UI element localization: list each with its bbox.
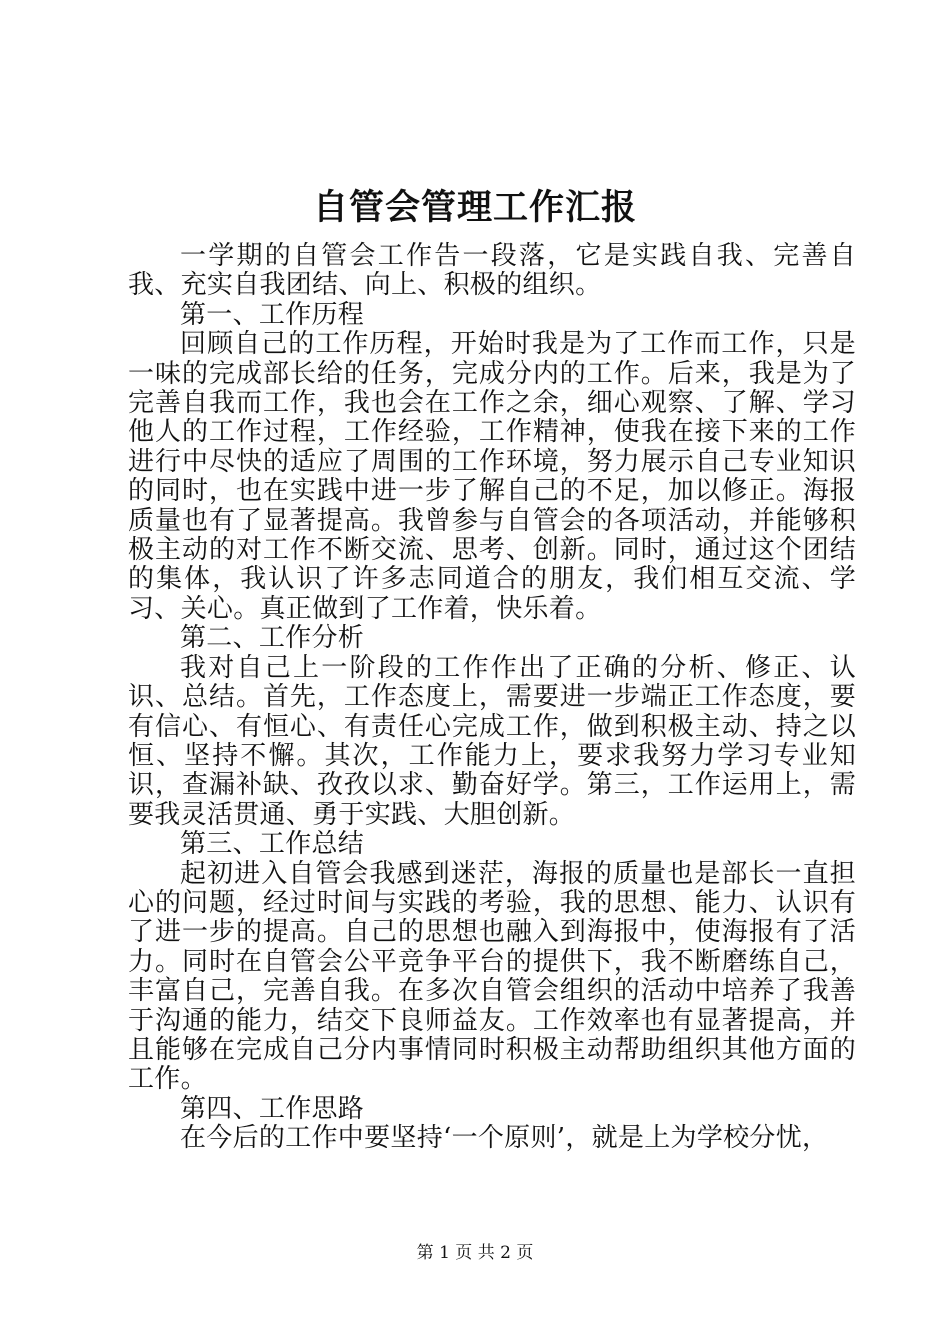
section-heading-3: 第三、工作总结 <box>180 829 365 860</box>
section-heading-2: 第二、工作分析 <box>180 623 365 654</box>
paragraph-work-history: 回顾自己的工作历程，开始时我是为了工作而工作，只是一味的完成部长给的任务，完成分内的工作。后来，我是为了完善自我而工作，我也会在工作之余，细心观察、了解、学习他人的工作过程，工作经验，工作精神，使我在接下来的工作进行中尽快的适应了周围的工作环境，努力展示自己专业知识的同时，也在实践中进一步了解自己的不足，加以修正。海报质量也有了显著提高。我曾参与自管会的各项活动，并能够积极主动的对工作不断交流、思考、创新。同时，通过这个团结的集体，我认识了许多志同道合的朋友，我们相互交流、学习、关心。真正做到了工作着，快乐着。 <box>128 329 856 624</box>
paragraph-intro: 一学期的自管会工作告一段落，它是实践自我、完善自我、充实自我团结、向上、积极的组织。 <box>128 241 856 301</box>
section-heading-4: 第四、工作思路 <box>180 1093 365 1124</box>
document-title: 自管会管理工作汇报 <box>312 187 637 228</box>
paragraph-work-analysis: 我对自己上一阶段的工作作出了正确的分析、修正、认识、总结。首先，工作态度上，需要进一步端正工作态度，要有信心、有恒心、有责任心完成工作，做到积极主动、持之以恒、坚持不懈。其次，工作能力上，要求我努力学习专业知识，查漏补缺、孜孜以求、勤奋好学。第三，工作运用上，需要我灵活贯通、勇于实践、大胆创新。 <box>128 652 856 830</box>
paragraph-work-plan: 在今后的工作中要坚持‘一个原则’，就是上为学校分忧， <box>180 1123 829 1154</box>
paragraph-work-summary: 起初进入自管会我感到迷茫，海报的质量也是部长一直担心的问题，经过时间与实践的考验，我的思想、能力、认识有了进一步的提高。自己的思想也融入到海报中，使海报有了活力。同时在自管会公平竞争平台的提供下，我不断磨练自己，丰富自己，完善自我。在多次自管会组织的活动中培养了我善于沟通的能力，结交下良师益友。工作效率也有显著提高，并且能够在完成自己分内事情同时积极主动帮助组织其他方面的工作。 <box>128 858 856 1095</box>
document-body <box>128 242 856 1154</box>
section-heading-1: 第一、工作历程 <box>180 299 365 330</box>
page-footer: 第 1 页 共 2 页 <box>416 1243 534 1263</box>
